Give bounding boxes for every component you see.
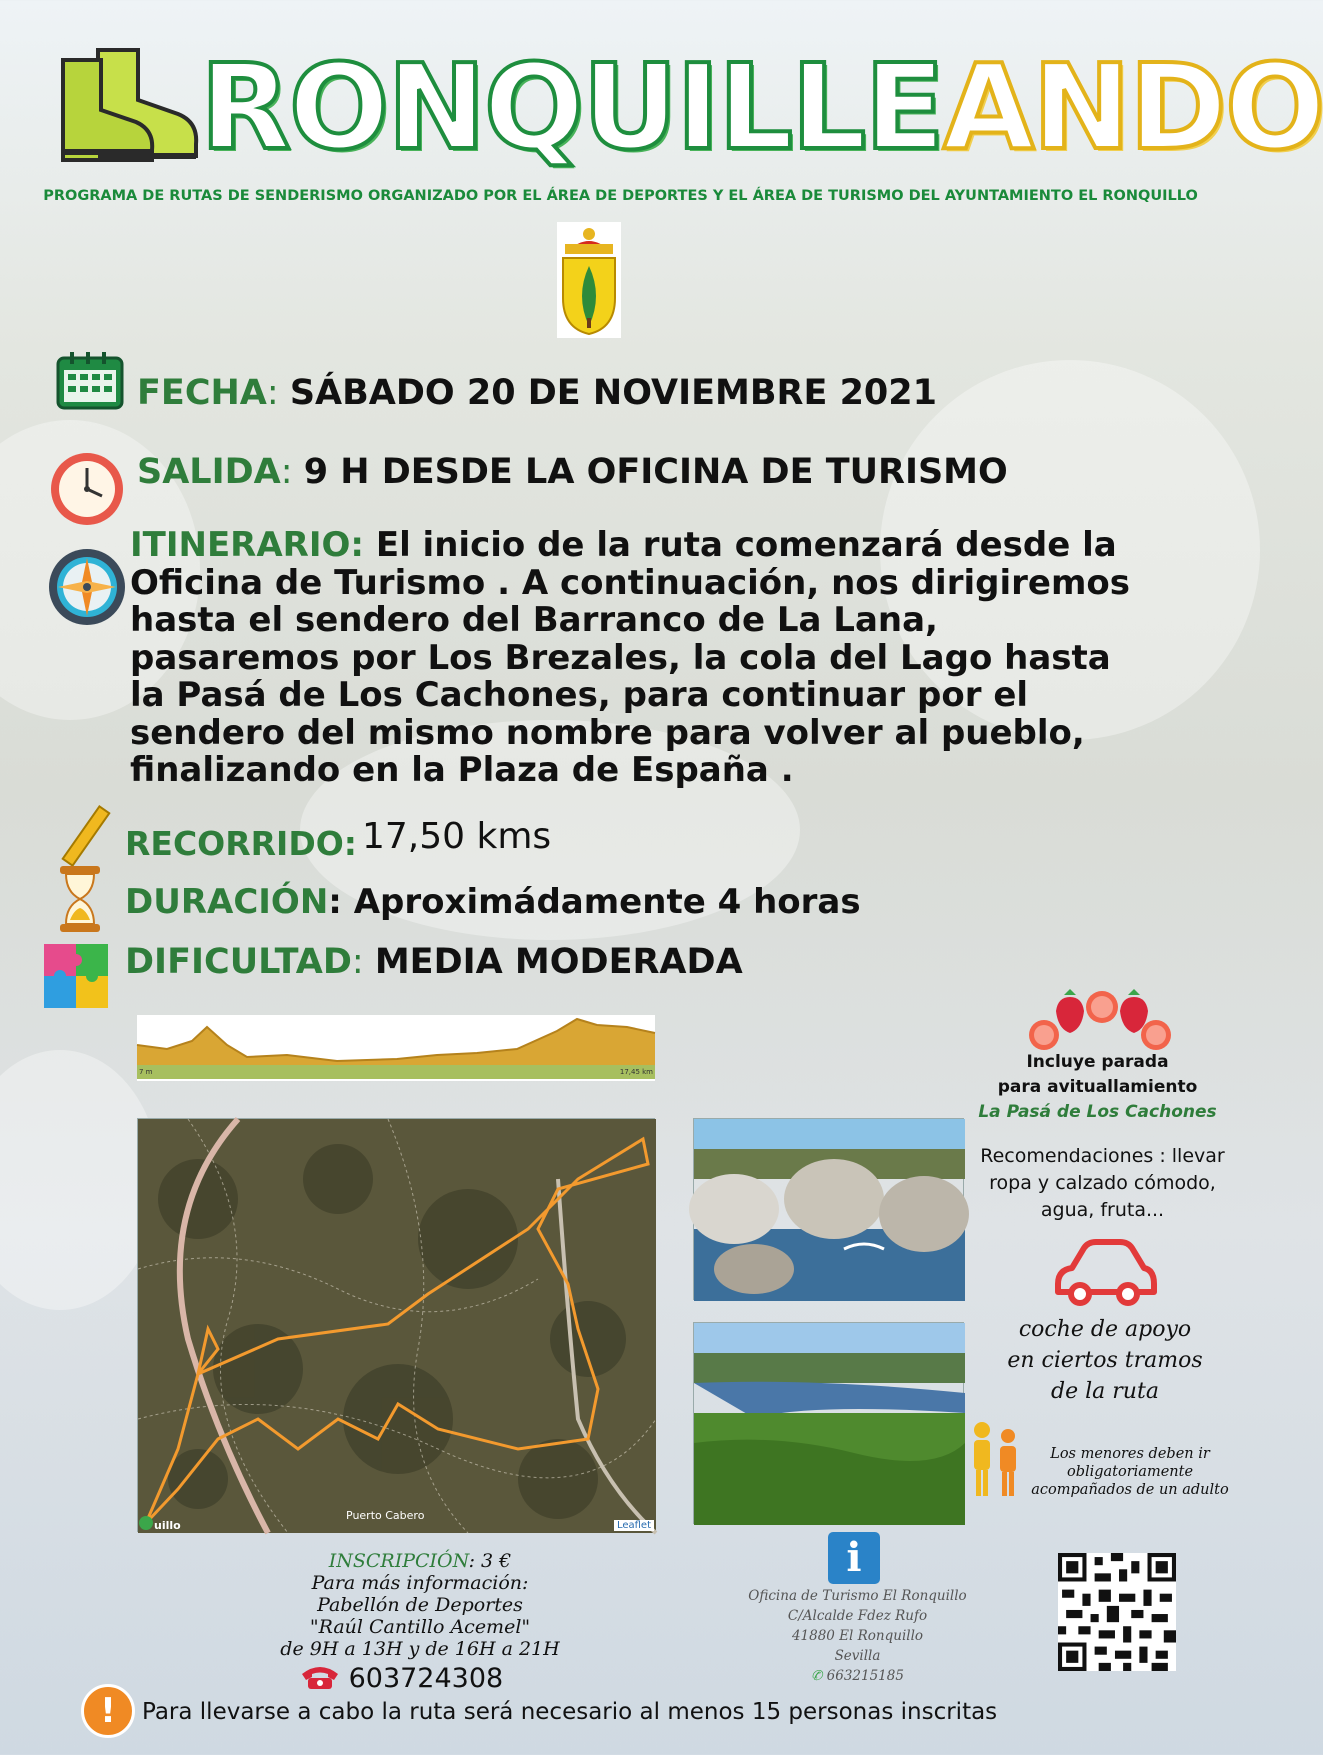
calendar-icon [56, 350, 124, 410]
car-line1: coche de apoyo [1018, 1317, 1192, 1342]
itinerario-value: El inicio de la ruta comenzará desde la Oficina de Turismo . A continuación, nos dirigiremos hasta el sendero del Barranco de La Lana, pasaremos por Los Brezales, la cola del Lago hasta la Pasá de Los Cachones, para continuar por el sendero del mismo nombre para volver al pueblo, finalizando en la Plaza de España . [130, 525, 1130, 790]
coat-of-arms-icon [557, 222, 621, 338]
compass-icon [46, 546, 128, 628]
recommend-line1: Recomendaciones : llevar [980, 1145, 1225, 1167]
itinerario-label: ITINERARIO [130, 525, 351, 565]
info-icon: i [828, 1532, 880, 1584]
salida-row: SALIDA: 9 H DESDE LA OFICINA DE TURISMO [137, 452, 1008, 492]
itinerario-block: ITINERARIO: El inicio de la ruta comenzará desde la Oficina de Turismo . A continuación, nos dirigiremos hasta el sendero del Barranco de La Lana, pasaremos por Los Brezales, la cola del Lago hasta la Pasá de Los Cachones, para continuar por el sendero del mismo nombre para volver al pueblo, finalizando en la Plaza de España . [130, 525, 1130, 790]
car-line3: de la ruta [1051, 1379, 1159, 1404]
dificultad-label: DIFICULTAD [125, 942, 352, 982]
support-car-note [985, 1314, 1225, 1407]
office-line1: Oficina de Turismo El Ronquillo [748, 1588, 967, 1604]
fruit-icon [1026, 985, 1178, 1051]
map-town-label: uillo [154, 1519, 181, 1532]
food-note [975, 1050, 1220, 1125]
river-rocks-photo [693, 1118, 964, 1300]
recommendations-note [975, 1143, 1230, 1224]
office-phone[interactable]: 663215185 [826, 1668, 904, 1684]
lake-image [694, 1323, 965, 1525]
profile-start-label: 7 m [139, 1068, 153, 1076]
food-line1: Incluye parada [1026, 1052, 1169, 1072]
duracion-row: DURACIÓN: Aproximádamente 4 horas [125, 882, 861, 922]
car-icon [1050, 1238, 1158, 1306]
clock-icon [48, 450, 126, 528]
notice-text: Para llevarse a cabo la ruta será necesario al menos 15 personas inscritas [142, 1699, 998, 1725]
recorrido-row [125, 824, 357, 863]
dificultad-row: DIFICULTAD: MEDIA MODERADA [125, 942, 743, 982]
puzzle-icon [44, 944, 108, 1008]
inscripcion-value: : 3 € [468, 1550, 512, 1572]
map-satellite [138, 1119, 656, 1533]
hours-text: de 9H a 13H y de 16H a 21H [280, 1638, 560, 1660]
fecha-row: FECHA: SÁBADO 20 DE NOVIEMBRE 2021 [137, 373, 937, 413]
lake-photo [693, 1322, 964, 1524]
elevation-profile [137, 1015, 655, 1081]
river-rocks-image [694, 1119, 965, 1301]
more-info-text: Para más información: [311, 1572, 529, 1594]
hourglass-icon [58, 866, 102, 932]
telephone-icon [300, 1664, 340, 1690]
minors-line3: acompañados de un adulto [1031, 1482, 1229, 1498]
recommend-line3: agua, fruta... [1040, 1199, 1165, 1221]
page-subtitle: PROGRAMA DE RUTAS DE SENDERISMO ORGANIZADO POR EL ÁREA DE DEPORTES Y EL ÁREA DE TURISMO DEL AYUNTAMIENTO EL RONQUILLO [43, 188, 1198, 204]
warning-icon: ! [81, 1684, 135, 1738]
salida-label: SALIDA [137, 452, 281, 492]
page-title [200, 38, 1323, 176]
minors-line2: obligatoriamente [1066, 1464, 1194, 1480]
tourism-office [720, 1586, 995, 1686]
fecha-value: SÁBADO 20 DE NOVIEMBRE 2021 [289, 373, 937, 413]
recommend-line2: ropa y calzado cómodo, [989, 1172, 1216, 1194]
car-line2: en ciertos tramos [1007, 1348, 1203, 1373]
food-place: La Pasá de Los Cachones [978, 1102, 1217, 1122]
family-icon [968, 1420, 1022, 1500]
whatsapp-icon: ✆ [811, 1668, 823, 1684]
fecha-label: FECHA [137, 373, 267, 413]
duracion-value: Aproximádamente 4 horas [353, 882, 861, 922]
minors-note [1025, 1445, 1235, 1499]
food-line2: para avituallamiento [997, 1077, 1198, 1097]
salida-value: 9 H DESDE LA OFICINA DE TURISMO [303, 452, 1008, 492]
recorrido-value: 17,50 kms [362, 816, 552, 857]
office-line4: Sevilla [834, 1648, 881, 1664]
venue-line2: "Raúl Cantillo Acemel" [309, 1616, 531, 1638]
title-green-part: RONQUILLE [200, 38, 943, 176]
dificultad-value: MEDIA MODERADA [374, 942, 743, 982]
route-map[interactable] [137, 1118, 655, 1532]
minors-line1: Los menores deben ir [1050, 1446, 1210, 1462]
venue-line1: Pabellón de Deportes [317, 1594, 523, 1616]
office-line2: C/Alcalde Fdez Rufo [787, 1608, 928, 1624]
background-rock [0, 1050, 160, 1310]
phone-number[interactable]: 603724308 [348, 1663, 504, 1694]
map-place-label: Puerto Cabero [346, 1509, 425, 1522]
registration-info [260, 1550, 580, 1660]
duracion-label: DURACIÓN [125, 882, 329, 922]
profile-end-label: 17,45 km [619, 1068, 653, 1076]
boots-icon [58, 40, 203, 170]
office-line3: 41880 El Ronquillo [791, 1628, 924, 1644]
qr-code[interactable] [1058, 1553, 1176, 1671]
inscripcion-label: INSCRIPCIÓN [328, 1550, 469, 1572]
recorrido-label: RECORRIDO: [125, 824, 357, 863]
elevation-graph [137, 1015, 655, 1081]
phone-row[interactable] [300, 1663, 503, 1694]
ruler-icon [64, 806, 110, 866]
title-yellow-part: ANDO [942, 38, 1323, 176]
map-attribution[interactable]: Leaflet [614, 1520, 654, 1531]
